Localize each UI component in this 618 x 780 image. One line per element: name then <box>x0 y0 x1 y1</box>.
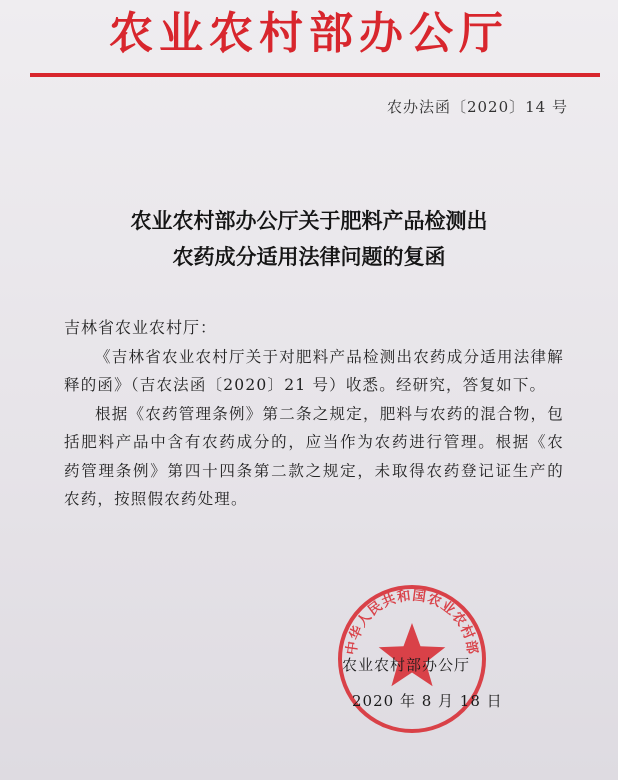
seal-text: 中华人民共和国农业农村部 <box>343 587 481 656</box>
signature-date: 2020 年 8 月 18 日 <box>352 692 503 710</box>
document-title-line-2: 农药成分适用法律问题的复函 <box>172 245 446 269</box>
body-paragraph-2: 根据《农药管理条例》第二条之规定，肥料与农药的混合物，包括肥料产品中含有农药成分的，应当作为农药进行管理。根据《农药管理条例》第四十四条第二款之规定，未取得农药登记证生产的农药，按照假农药处理。 <box>64 404 564 509</box>
letterhead-title: 农业农村部办公厅 <box>109 8 509 59</box>
letterhead-red-rule <box>30 73 600 77</box>
addressee: 吉林省农业农村厅： <box>64 318 218 337</box>
document-title-line-1: 农业农村部办公厅关于肥料产品检测出 <box>130 209 488 233</box>
signature-organization: 农业农村部办公厅 <box>342 656 471 674</box>
letter-body <box>64 343 564 513</box>
document-number: 农办法函〔2020〕14 号 <box>386 98 568 116</box>
body-paragraph-1: 《吉林省农业农村厅关于对肥料产品检测出农药成分适用法律解释的函》（吉农法函〔2020〕21 号）收悉。经研究，答复如下。 <box>64 348 564 395</box>
document-title <box>0 203 618 275</box>
